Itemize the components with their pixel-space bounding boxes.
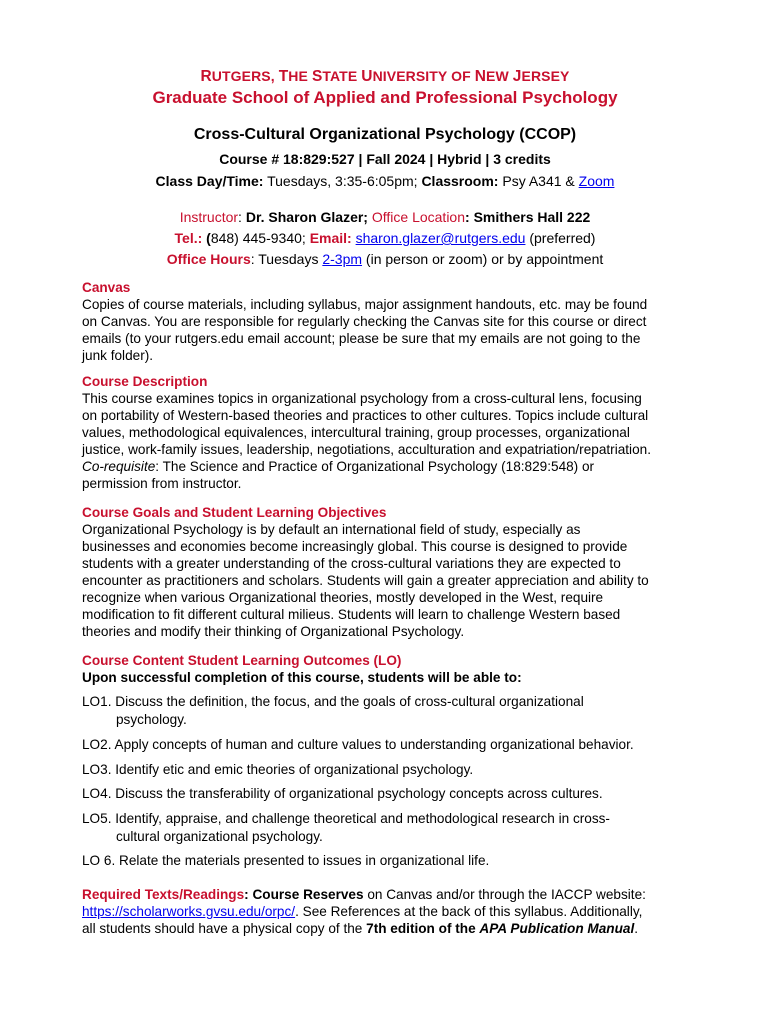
canvas-line: emails (to your rutgers.edu email account; please be sure that my emails are not going to the	[82, 331, 641, 346]
description-line: values, methodological equivalences, intercultural training, group processes, organizational	[82, 425, 630, 440]
outcome-item: LO3. Identify etic and emic theories of organizational psychology.	[82, 762, 474, 777]
zoom-link[interactable]: Zoom	[578, 173, 615, 189]
office-location-value: : Smithers Hall 222	[465, 209, 591, 225]
readings-label: Required Texts/Readings	[82, 887, 245, 902]
goals-line: students with a greater understanding of the cross-cultural variations they are expected to	[82, 556, 621, 571]
outcome-item: LO5. Identify, appraise, and challenge theoretical and methodological research in cross- cultural organizational psychology.	[82, 811, 610, 844]
goals-section	[82, 504, 692, 640]
apa-manual: APA Publication Manual	[479, 921, 635, 936]
canvas-section	[82, 279, 692, 364]
readings-line-3: all students should have a physical copy of the 7th edition of the APA Publication Manual.	[82, 921, 639, 936]
canvas-line: Copies of course materials, including syllabus, major assignment handouts, etc. may be found	[82, 297, 648, 312]
school-name: Graduate School of Applied and Professional Psychology	[152, 88, 618, 107]
goals-line: recognize when various Organizational theories, mostly developed in the West, require	[82, 590, 604, 605]
goals-line: Organizational Psychology is by default an international field of study, especially as	[82, 522, 581, 537]
contact-line: Tel.: (848) 445-9340; Email: sharon.glazer@rutgers.edu (preferred)	[174, 230, 596, 246]
outcome-item: LO2. Apply concepts of human and culture values to understanding organizational behavior.	[82, 737, 634, 752]
office-location-label: Office Location	[371, 209, 466, 225]
classroom-value: Psy A341 &	[498, 173, 579, 189]
description-heading: Course Description	[82, 374, 208, 389]
course-reserves: Course Reserves	[248, 887, 364, 902]
goals-line: modification to fit different cultural milieus. Students will learn to challenge Western based	[82, 607, 621, 622]
office-hours-label: Office Hours	[166, 251, 251, 267]
goals-line: businesses and economies become increasingly global. This course is designed to provide	[82, 539, 628, 554]
outcomes-heading: Course Content Student Learning Outcomes (LO)	[82, 653, 402, 668]
description-section	[82, 373, 692, 492]
canvas-line: on Canvas. You are responsible for regularly checking the Canvas site for this course or direct	[82, 314, 647, 329]
readings-section	[82, 886, 692, 937]
university-name: RUTGERS, THE STATE UNIVERSITY OF NEW JERSEY	[200, 68, 570, 85]
goals-line: theories and modify their thinking of Organizational Psychology.	[82, 624, 465, 639]
outcome-item: LO 6. Relate the materials presented to issues in organizational life.	[82, 853, 490, 868]
instructor-label: Instructor	[179, 209, 239, 225]
office-hours-line: Office Hours: Tuesdays 2-3pm (in person or zoom) or by appointment	[166, 251, 604, 267]
corequisite-line-2: permission from instructor.	[82, 476, 242, 491]
class-day-value: Tuesdays, 3:35-6:05pm;	[263, 173, 422, 189]
description-line: justice, work-family issues, leadership, negotiations, acculturation and expatriation/repatriation.	[82, 442, 651, 457]
classroom-label: Classroom:	[421, 173, 499, 189]
email-label: Email:	[309, 230, 352, 246]
outcome-item: LO1. Discuss the definition, the focus, and the goals of cross-cultural organizational psychology.	[82, 694, 584, 727]
instructor-name: Dr. Sharon Glazer;	[245, 209, 368, 225]
goals-line: encounter as practitioners and scholars. Students will gain a greater appreciation and ability to	[82, 573, 649, 588]
course-title: Cross-Cultural Organizational Psychology (CCOP)	[193, 126, 577, 143]
office-hours-link[interactable]: 2-3pm	[322, 251, 363, 267]
iaccp-link[interactable]: https://scholarworks.gvsu.edu/orpc/	[82, 904, 296, 919]
description-line: This course examines topics in organizational psychology from a cross-cultural lens, focusing	[82, 391, 642, 406]
description-line: on portability of Western-based theories and practices to other cultures. Topics include cultural	[82, 408, 649, 423]
corequisite-label: Co-requisite	[82, 459, 156, 474]
readings-line-1: Required Texts/Readings: Course Reserves on Canvas and/or through the IACCP website:	[82, 887, 646, 902]
tel-value: 848) 445-9340;	[210, 230, 310, 246]
outcome-item: LO4. Discuss the transferability of organizational psychology concepts across cultures.	[82, 786, 603, 801]
class-schedule-line	[0, 173, 770, 189]
class-day-label: Class Day/Time:	[155, 173, 264, 189]
course-info-line: Course # 18:829:527 | Fall 2024 | Hybrid | 3 credits	[219, 151, 551, 167]
email-link[interactable]: sharon.glazer@rutgers.edu	[355, 230, 526, 246]
tel-label: Tel.:	[174, 230, 203, 246]
canvas-heading: Canvas	[82, 280, 131, 295]
canvas-line: junk folder).	[82, 348, 154, 363]
readings-line-2: https://scholarworks.gvsu.edu/orpc/. See References at the back of this syllabus. Additionally,	[82, 904, 643, 919]
goals-heading: Course Goals and Student Learning Objectives	[82, 505, 387, 520]
instructor-line: Instructor: Dr. Sharon Glazer; Office Location: Smithers Hall 222	[179, 209, 591, 225]
corequisite-line: Co-requisite: The Science and Practice of Organizational Psychology (18:829:548) or	[82, 459, 595, 474]
outcomes-subheading: Upon successful completion of this course, students will be able to:	[82, 670, 522, 685]
email-note: (preferred)	[525, 230, 596, 246]
outcomes-section	[82, 652, 692, 686]
